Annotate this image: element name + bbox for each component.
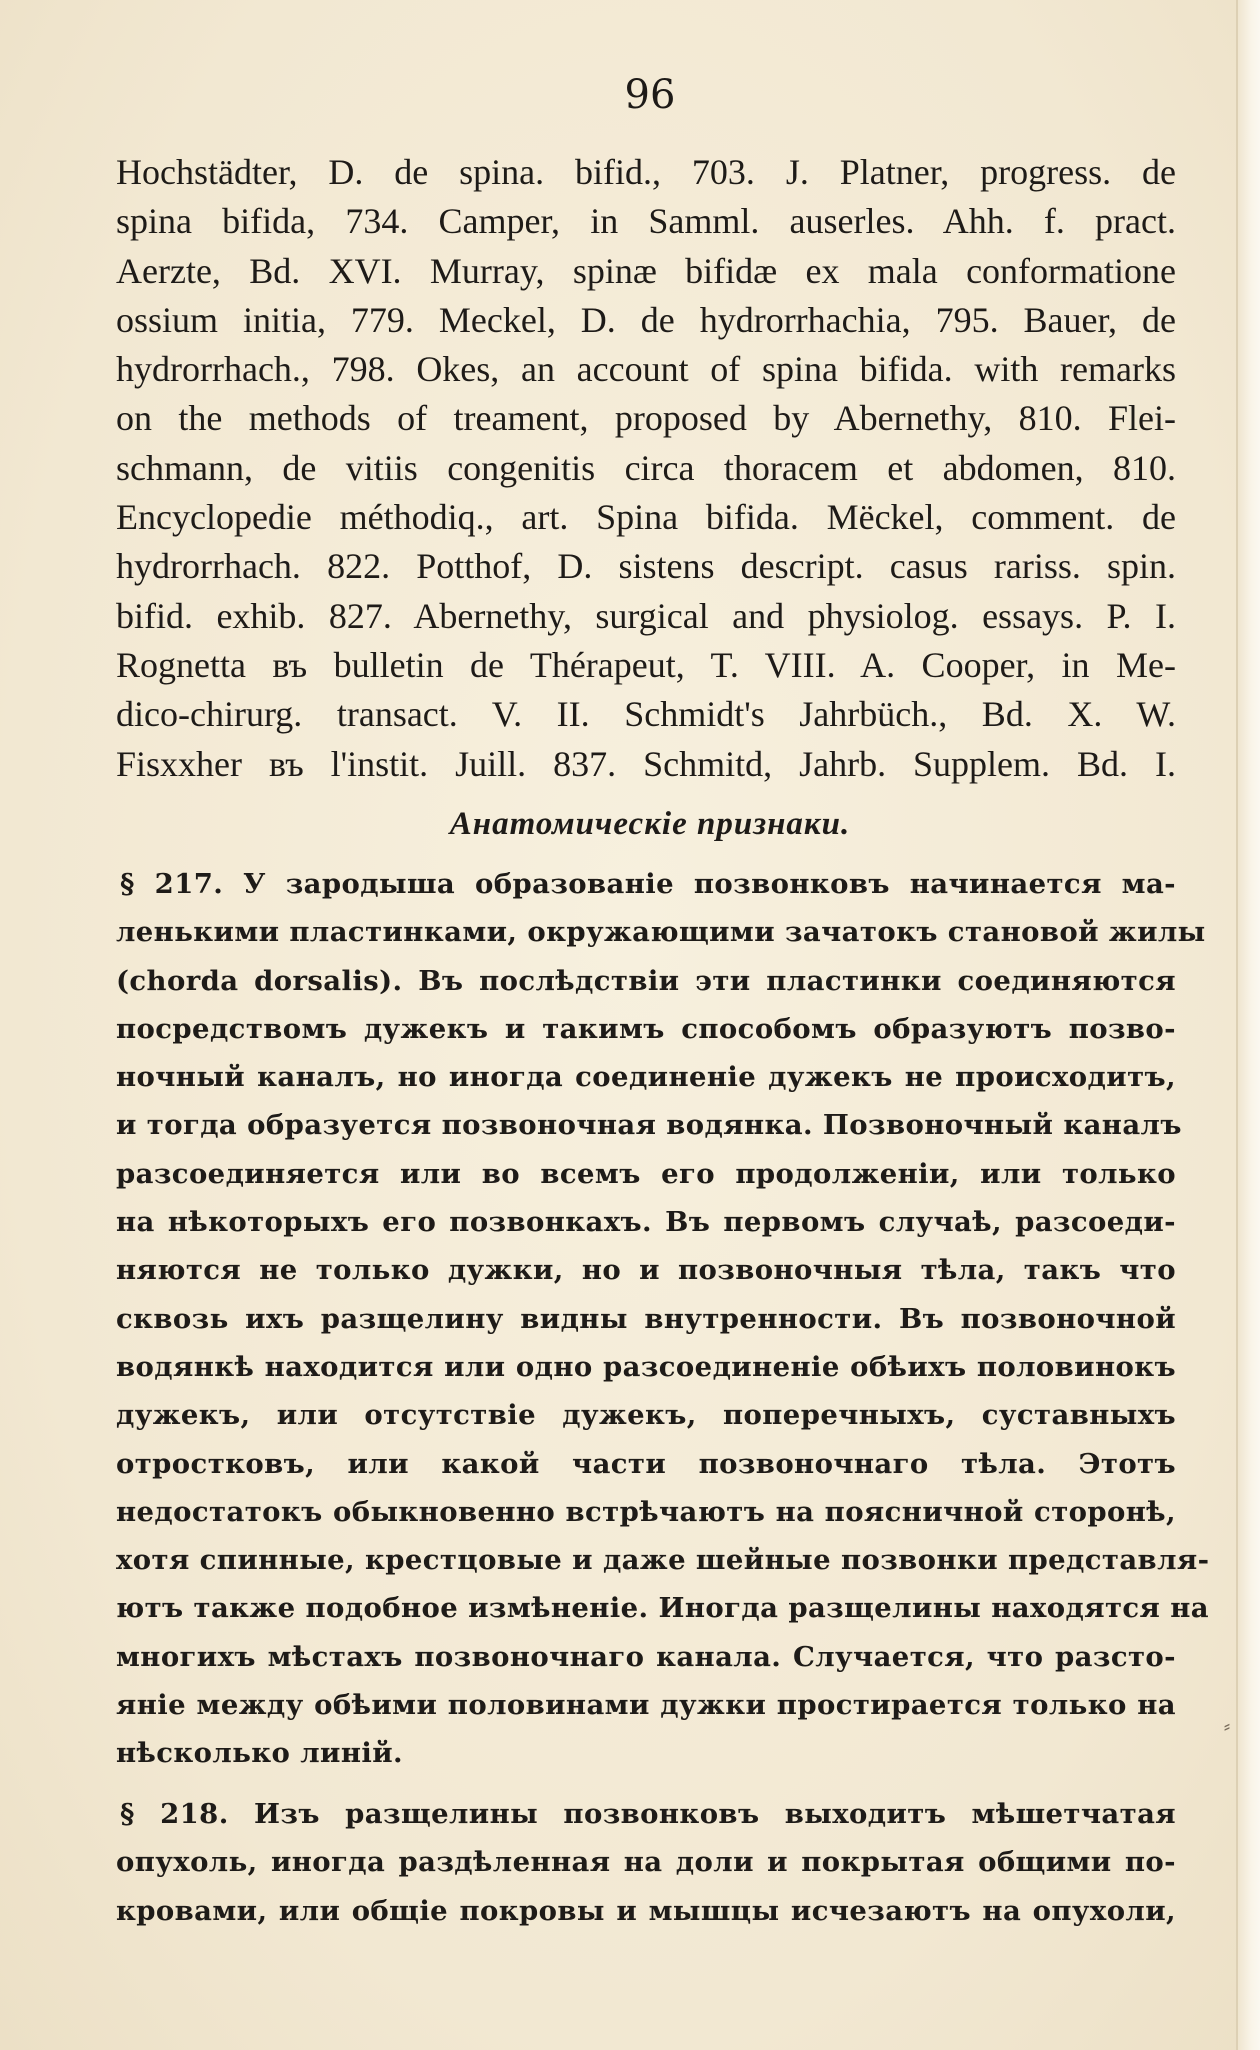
paragraph-line: яніе между обѣими половинами дужки простирается только на: [116, 1689, 1176, 1722]
paragraph-line: отростковъ, или какой части позвоночнаго тѣла. Этотъ: [116, 1447, 1176, 1480]
paragraph-line: § 218. Изъ разщелины позвонковъ выходитъ мѣшетчатая: [120, 1798, 1176, 1830]
paragraph-line: ленькими пластинками, окружающими зачатокъ становой жилы: [116, 916, 1206, 949]
paragraph-line: сквозь ихъ разщелину видны внутренности. Въ позвоночной: [116, 1302, 1176, 1335]
paragraph-line: недостатокъ обыкновенно встрѣчаютъ на поясничной сторонѣ,: [116, 1495, 1176, 1528]
reference-line: hydrorrhach., 798. Okes, an account of spina bifida. with remarks: [116, 349, 1176, 390]
reference-line: Aerzte, Bd. XVI. Murray, spinæ bifidæ ex mala conformatione: [116, 250, 1176, 291]
paragraph-line: (chorda dorsalis). Въ послѣдствіи эти пластинки соединяются: [116, 964, 1176, 997]
reference-line: Fisxxher въ l'instit. Juill. 837. Schmitd, Jahrb. Supplem. Bd. I.: [116, 743, 1176, 784]
paragraph-line: и тогда образуется позвоночная водянка. Позвоночный каналъ: [116, 1109, 1182, 1142]
bibliography-references: [116, 148, 1176, 789]
paragraph-line: няются не только дужки, но и позвоночныя тѣла, такъ что: [116, 1254, 1176, 1287]
page-gutter: [1236, 0, 1260, 2050]
paragraph-line: кровами, или общіе покровы и мышцы исчезаютъ на опухоли,: [116, 1894, 1176, 1927]
paragraph-line: ночный каналъ, но иногда соединеніе дужекъ не происходитъ,: [116, 1061, 1176, 1094]
paragraph-line: § 217. У зародыша образованіе позвонковъ начинается ма-: [120, 868, 1176, 900]
reference-line: schmann, de vitiis congenitis circa thoracem et abdomen, 810.: [116, 447, 1176, 488]
section-heading: Анатомическіе признаки.: [449, 806, 851, 842]
reference-line: spina bifida, 734. Camper, in Samml. auserles. Ahh. f. pract.: [116, 201, 1176, 242]
reference-line: bifid. exhib. 827. Abernethy, surgical and physiolog. essays. P. I.: [116, 595, 1176, 636]
paragraph-line: опухоль, иногда раздѣленная на доли и покрытая общими по-: [116, 1846, 1176, 1879]
reference-line: dico-chirurg. transact. V. II. Schmidt's Jahrbüch., Bd. X. W.: [116, 694, 1176, 735]
margin-pencil-mark: ⸗: [1224, 1716, 1230, 1737]
paragraph-line: хотя спинные, крестцовые и даже шейные позвонки представля-: [116, 1544, 1210, 1577]
paragraph-line: водянкѣ находится или одно разсоединеніе обѣихъ половинокъ: [116, 1350, 1176, 1383]
page-number: 96: [624, 72, 676, 118]
paragraph-line: посредствомъ дужекъ и такимъ способомъ образуютъ позво-: [116, 1012, 1176, 1045]
paragraph-line: нѣсколько линій.: [116, 1737, 403, 1770]
paragraph-217: [116, 860, 1210, 1778]
reference-line: Hochstädter, D. de spina. bifid., 703. J. Platner, progress. de: [116, 152, 1176, 192]
paragraph-line: на нѣкоторыхъ его позвонкахъ. Въ первомъ случаѣ, разсоеди-: [116, 1206, 1176, 1239]
paragraph-line: дужекъ, или отсутствіе дужекъ, поперечныхъ, суставныхъ: [116, 1399, 1176, 1432]
reference-line: hydrorrhach. 822. Potthof, D. sistens descript. casus rariss. spin.: [116, 546, 1176, 587]
paragraph-218: [116, 1790, 1176, 1935]
paragraph-line: ютъ также подобное измѣненіе. Иногда разщелины находятся на: [116, 1592, 1209, 1625]
reference-line: on the methods of treament, proposed by Abernethy, 810. Flei-: [116, 398, 1176, 439]
reference-line: Encyclopedie méthodiq., art. Spina bifida. Mëckel, comment. de: [116, 497, 1176, 538]
reference-line: Rognetta въ bulletin de Thérapeut, T. VIII. A. Cooper, in Me-: [116, 644, 1176, 685]
paragraph-line: многихъ мѣстахъ позвоночнаго канала. Случается, что разсто-: [116, 1640, 1176, 1673]
paragraph-line: разсоединяется или во всемъ его продолженіи, или только: [116, 1157, 1176, 1190]
reference-line: ossium initia, 779. Meckel, D. de hydrorrhachia, 795. Bauer, de: [116, 299, 1176, 340]
